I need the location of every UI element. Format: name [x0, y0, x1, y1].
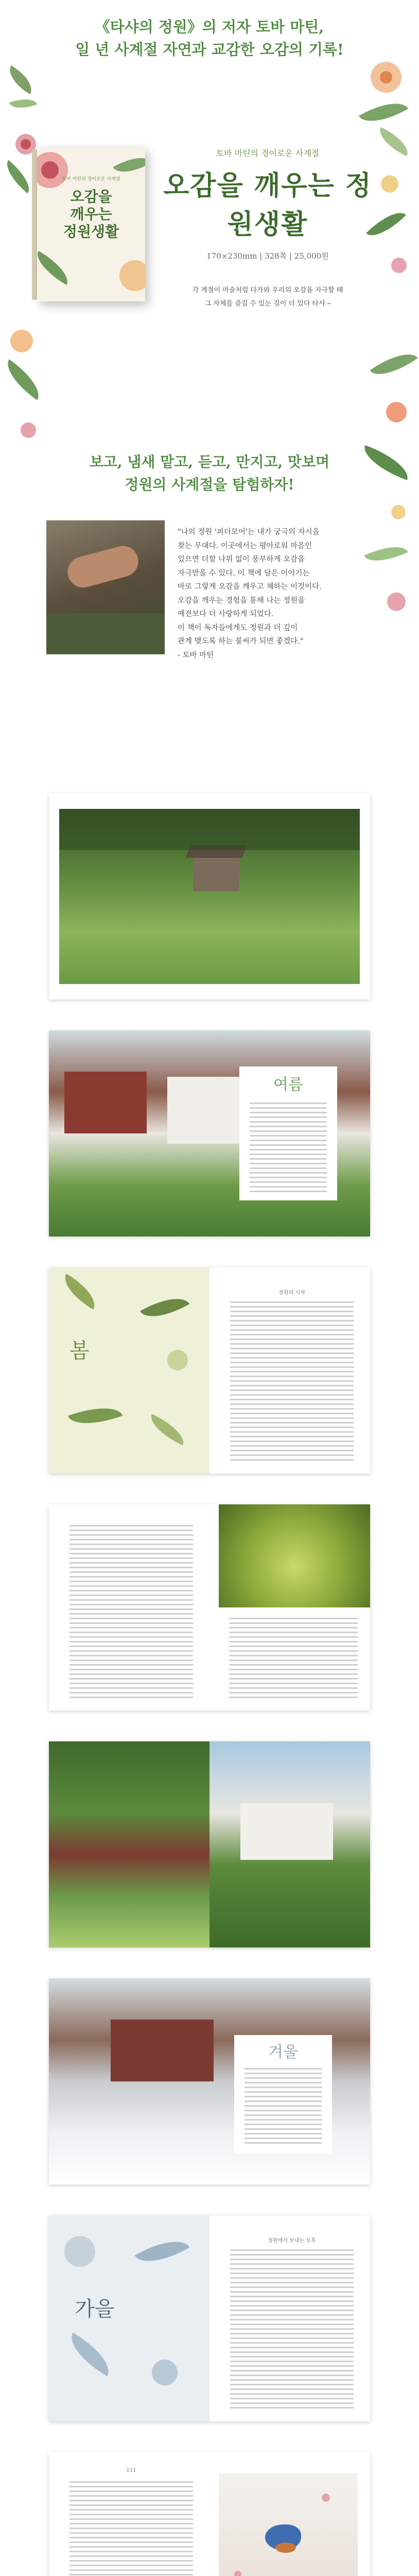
spread-garden-cabin — [49, 793, 370, 999]
spring-heading: 정원의 시작 — [278, 1290, 305, 1296]
winter-text-box — [234, 2035, 332, 2154]
book-cover — [37, 147, 145, 301]
section2-line-2: 정원의 사계절을 탐험하자! — [125, 476, 294, 493]
section2-heading — [0, 451, 419, 496]
spread-fall — [49, 2215, 370, 2421]
quote-line-1: "나의 정원 '퍼더모어'는 내가 궁극의 자시을 — [178, 528, 320, 536]
cover-title-line-1: 오감을 — [70, 188, 112, 205]
quote-line-8: 이 책이 독자들에게도 정원과 더 깊이 — [178, 623, 298, 632]
summer-text-lines — [250, 1103, 327, 1195]
summer-text-box — [239, 1066, 337, 1200]
book-desc-2: 그 자체를 즐길 수 있는 길이 더 있다 타샤 ⎯ — [204, 300, 331, 308]
cover-title-line-3: 정원생활 — [63, 223, 119, 240]
spread-garden-photos — [49, 1741, 370, 1947]
gardening-hands-photo — [46, 520, 165, 654]
cover-subtitle: 토바 마틴의 경이로운 사계절 — [62, 177, 120, 182]
cover-title-line-2: 깨우는 — [70, 206, 112, 223]
quote — [178, 526, 373, 662]
fall-heading: 정원에서 보내는 오후 — [268, 2238, 316, 2244]
quote-line-7: 예전보다 더 사랑하게 되었다. — [178, 610, 274, 618]
book-title: 오감을 깨우는 정원생활 — [163, 170, 372, 240]
spread4-text-right — [229, 1618, 358, 1701]
quote-line-3: 있으면 더할 나위 없이 풍부하게 오감을 — [178, 555, 305, 564]
winter-title: 겨울 — [268, 2043, 298, 2061]
garden-cabin-photo — [59, 809, 360, 984]
fall-text-lines — [230, 2249, 354, 2412]
quote-line-6: 오감을 깨우는 경험을 통해 나는 정원을 — [178, 596, 305, 605]
bluebird-photo — [219, 2473, 358, 2576]
spread-text-leaves — [49, 1504, 370, 1710]
spring-pattern-page — [49, 1267, 210, 1473]
book-meta: 170×230mm | 328쪽 | 25,000원 — [206, 251, 329, 261]
cover-title — [58, 188, 125, 241]
fall-pattern-page — [49, 2215, 210, 2421]
spread4-text-left — [69, 1525, 193, 1701]
header — [0, 15, 419, 61]
quote-line-5: 바로 그렇게 오감을 깨우고 체하는 이것이다. — [178, 583, 322, 591]
quote-line-4: 자극받을 수 있다. 이 책에 담은 이야기는 — [178, 569, 310, 578]
spring-text-lines — [230, 1301, 354, 1464]
section2-line-1: 보고, 냄새 맡고, 듣고, 만지고, 맛보며 — [89, 453, 330, 470]
spread-bird — [49, 2452, 370, 2576]
fall-title: 가을 — [75, 2297, 115, 2321]
quote-line-9: 관계 맺도록 하는 불씨가 되면 좋겠다." — [178, 637, 304, 646]
book-subtitle: 토바 마틴의 경이로운 사계절 — [216, 148, 320, 158]
quote-line-2: 찾는 무대다. 이곳에서는 평아로워 마음인 — [178, 541, 312, 550]
spread-summer — [49, 1030, 370, 1236]
green-leaves-photo — [219, 1504, 370, 1607]
garden-house-photo-right — [210, 1741, 370, 1947]
spread-winter — [49, 1978, 370, 2184]
header-line-2: 일 년 사계절 자연과 교감한 오감의 기록! — [75, 41, 344, 58]
winter-text-lines — [245, 2068, 322, 2147]
spread8-text-left — [69, 2481, 193, 2576]
garden-path-photo-left — [49, 1741, 210, 1947]
quote-author: - 토바 마틴 — [178, 651, 214, 659]
spring-title: 봄 — [69, 1339, 90, 1363]
spread-spring — [49, 1267, 370, 1473]
summer-title: 여름 — [273, 1076, 303, 1094]
book-desc-1: 각 계절이 마술처럼 다가와 우리의 오감을 자극할 때 — [192, 286, 343, 294]
header-line-1: 《타샤의 정원》의 저자 토바 마틴, — [95, 18, 324, 36]
book-info — [154, 147, 381, 311]
chapter-number: 111 — [126, 2468, 136, 2473]
